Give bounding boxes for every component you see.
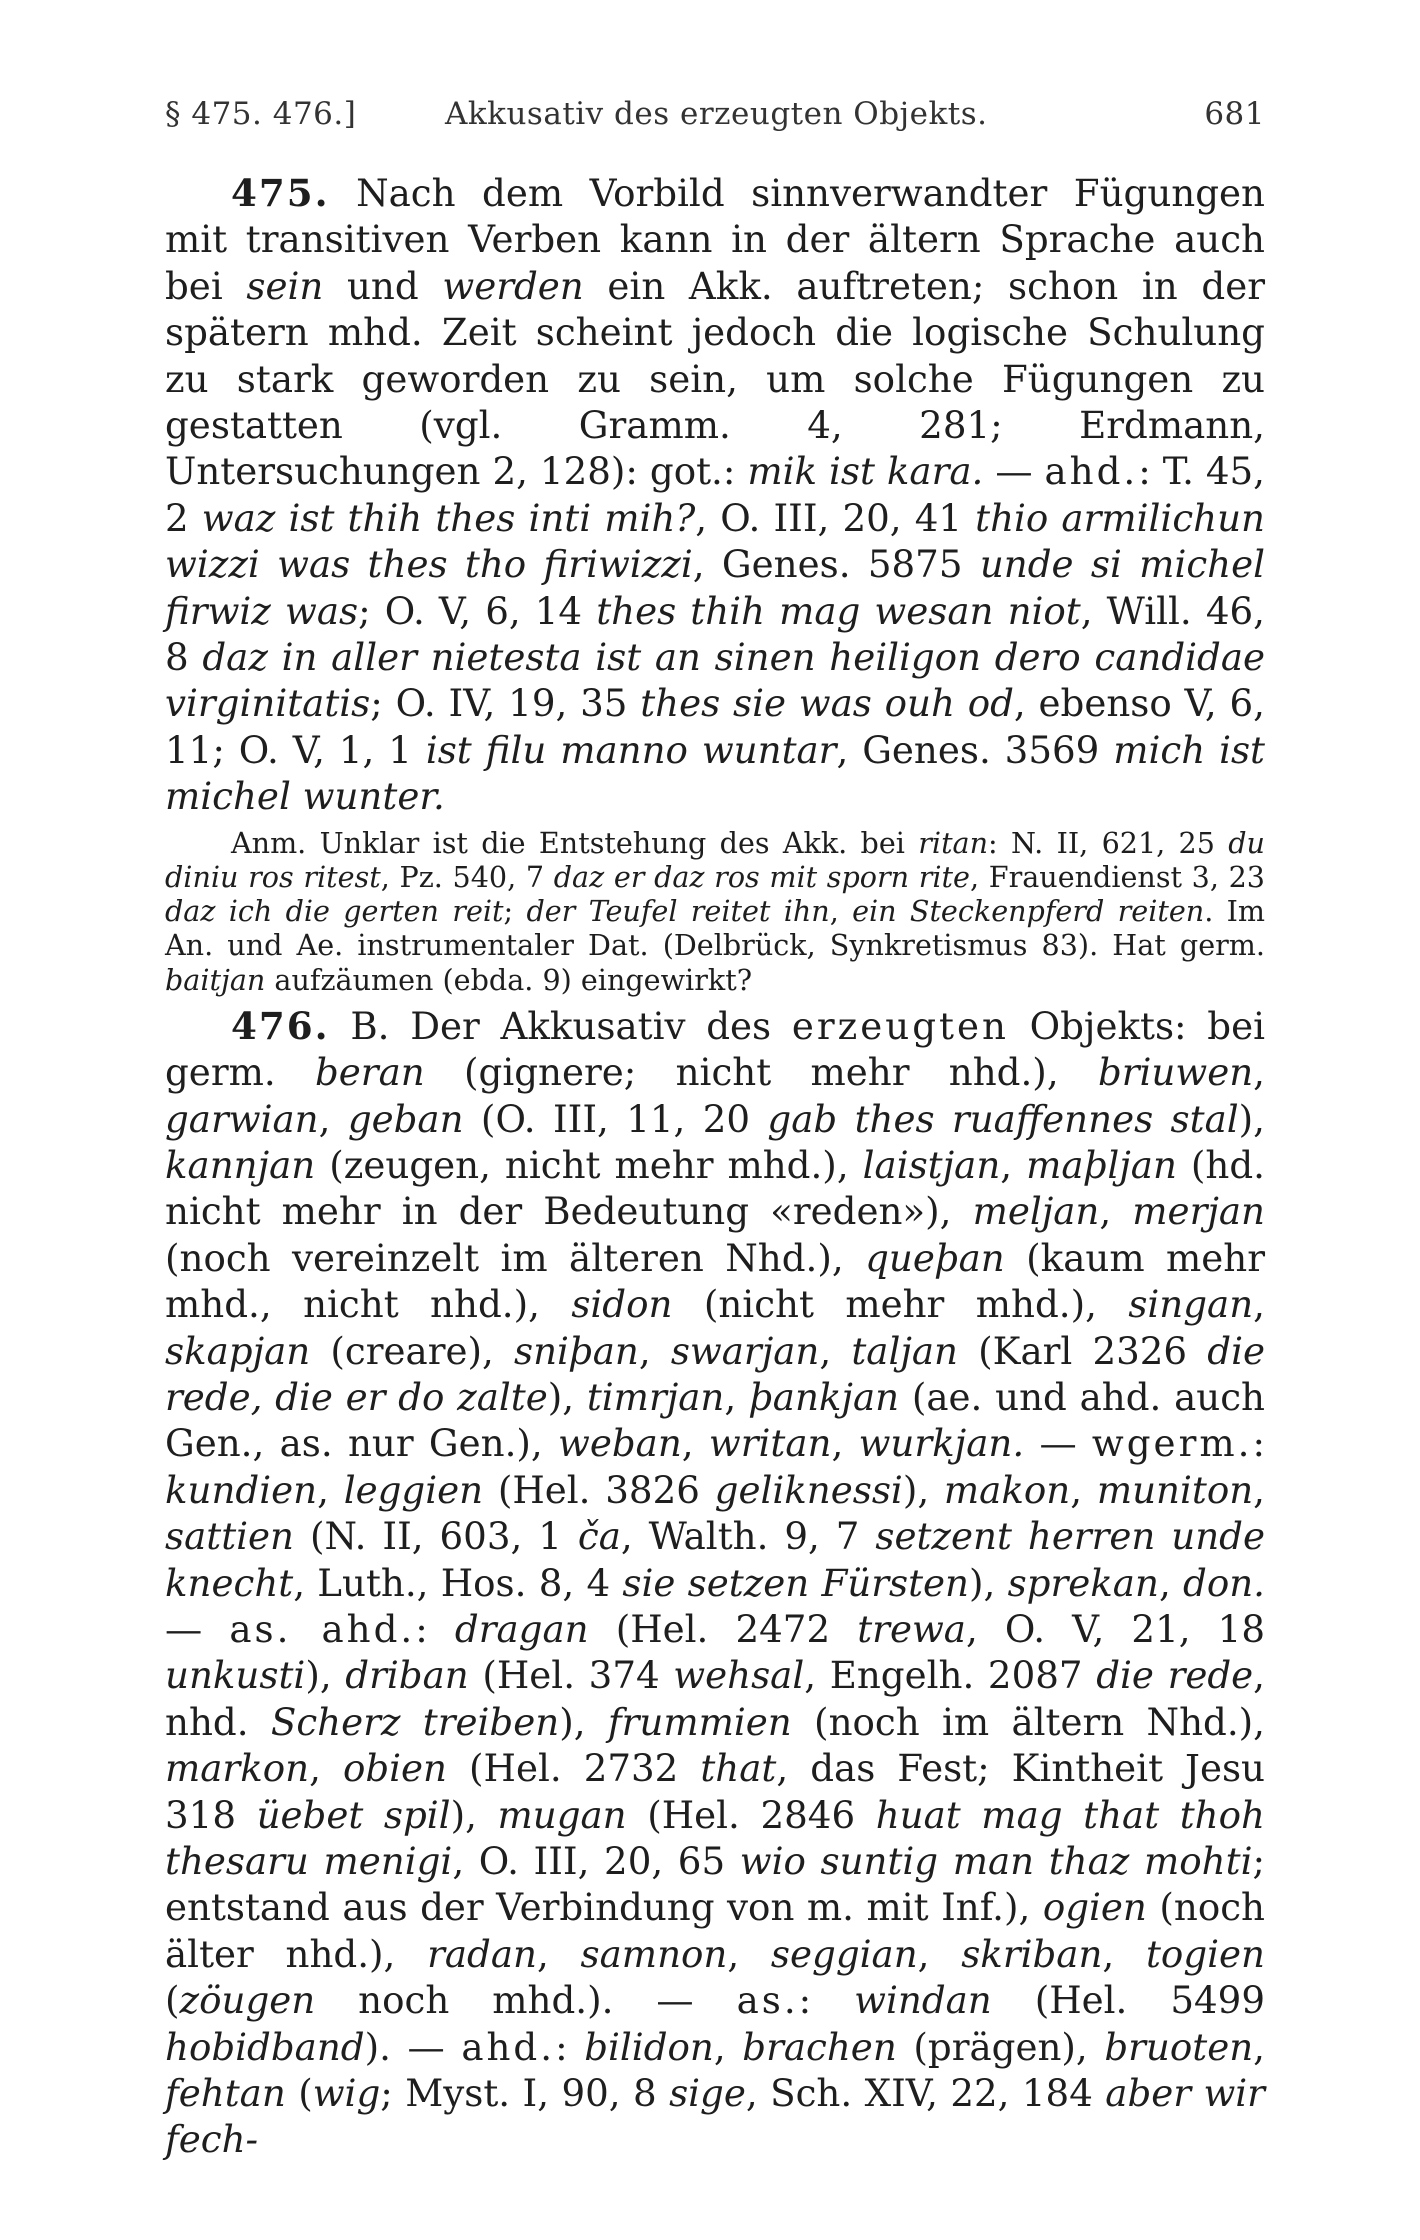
paragraph-475-text: Nach dem Vorbild sinnverwandter Fügungen mit transitiven Verben kann in der ältern Sprache auch bei sein und werden ein Akk. auftreten; schon in der spätern mhd. Zeit scheint jedoch die logische Schulung zu stark geworden zu sein, um solche Fügungen zu gestatten (vgl. Gramm. 4, 281; Erdmann, Untersuchungen 2, 128): got.: mik ist kara. — ahd.: T. 45, 2 waz ist thih thes inti mih?, O. III, 20, 41 thio armilichun wizzi was thes tho firiwizzi, Genes. 5875 unde si michel firwiz was; O. V, 6, 14 thes thih mag wesan niot, Will. 46, 8 daz in aller nietesta ist an sinen heiligon dero candidae virginitatis; O. IV, 19, 35 thes sie was ouh od, ebenso V, 6, 11; O. V, 1, 1 ist filu manno wuntar, Genes. 3569 mich ist michel wunter. [165,171,1266,819]
section-number-475: 475. [231,171,330,215]
annotation-475 [165,826,1265,997]
running-title: Akkusativ des erzeugten Objekts. [445,96,988,132]
running-header [165,96,1265,132]
paragraph-475 [165,170,1265,820]
page-number: 681 [1204,96,1265,132]
paragraph-476 [165,1003,1265,2163]
paragraph-476-text: B. Der Akkusativ des erzeugten Objekts: bei germ. beran (gignere; nicht mehr nhd.), briuwen, garwian, geban (O. III, 11, 20 gab thes ruaffennes stal), kannjan (zeugen, nicht mehr mhd.), laistjan, maþljan (hd. nicht mehr in der Bedeutung «reden»), meljan, merjan (noch vereinzelt im älteren Nhd.), queþan (kaum mehr mhd., nicht nhd.), sidon (nicht mehr mhd.), singan, skapjan (creare), sniþan, swarjan, taljan (Karl 2326 die rede, die er do zalte), timrjan, þankjan (ae. und ahd. auch Gen., as. nur Gen.), weban, writan, wurkjan. — wgerm.: kundien, leggien (Hel. 3826 geliknessi), makon, muniton, sattien (N. II, 603, 1 ča, Walth. 9, 7 setzent herren unde knecht, Luth., Hos. 8, 4 sie setzen Fürsten), sprekan, don. — as. ahd.: dragan (Hel. 2472 trewa, O. V, 21, 18 unkusti), driban (Hel. 374 wehsal, Engelh. 2087 die rede, nhd. Scherz treiben), frummien (noch im ältern Nhd.), markon, obien (Hel. 2732 that, das Fest; Kintheit Jesu 318 üebet spil), mugan (Hel. 2846 huat mag that thoh thesaru menigi, O. III, 20, 65 wio suntig man thaz mohti; entstand aus der Verbindung von m. mit Inf.), ogien (noch älter nhd.), radan, samnon, seggian, skriban, togien (zöugen noch mhd.). — as.: windan (Hel. 5499 hobidband). — ahd.: bilidon, brachen (prägen), bruoten, fehtan (wig; Myst. I, 90, 8 sige, Sch. XIV, 22, 184 aber wir fech- [165,1003,1265,2162]
annotation-475-text: Anm. Unklar ist die Entstehung des Akk. bei ritan: N. II, 621, 25 du diniu ros ritest, Pz. 540, 7 daz er daz ros mit sporn rite, Frauendienst 3, 23 daz ich die gerten reit; der Teufel reitet ihn, ein Steckenpferd reiten. Im An. und Ae. instrumentaler Dat. (Delbrück, Synkretismus 83). Hat germ. baitjan aufzäumen (ebda. 9) eingewirkt? [165,825,1265,997]
section-range: § 475. 476.] [165,96,357,132]
section-number-476: 476. [231,1003,330,1048]
page-body [165,170,1265,2163]
